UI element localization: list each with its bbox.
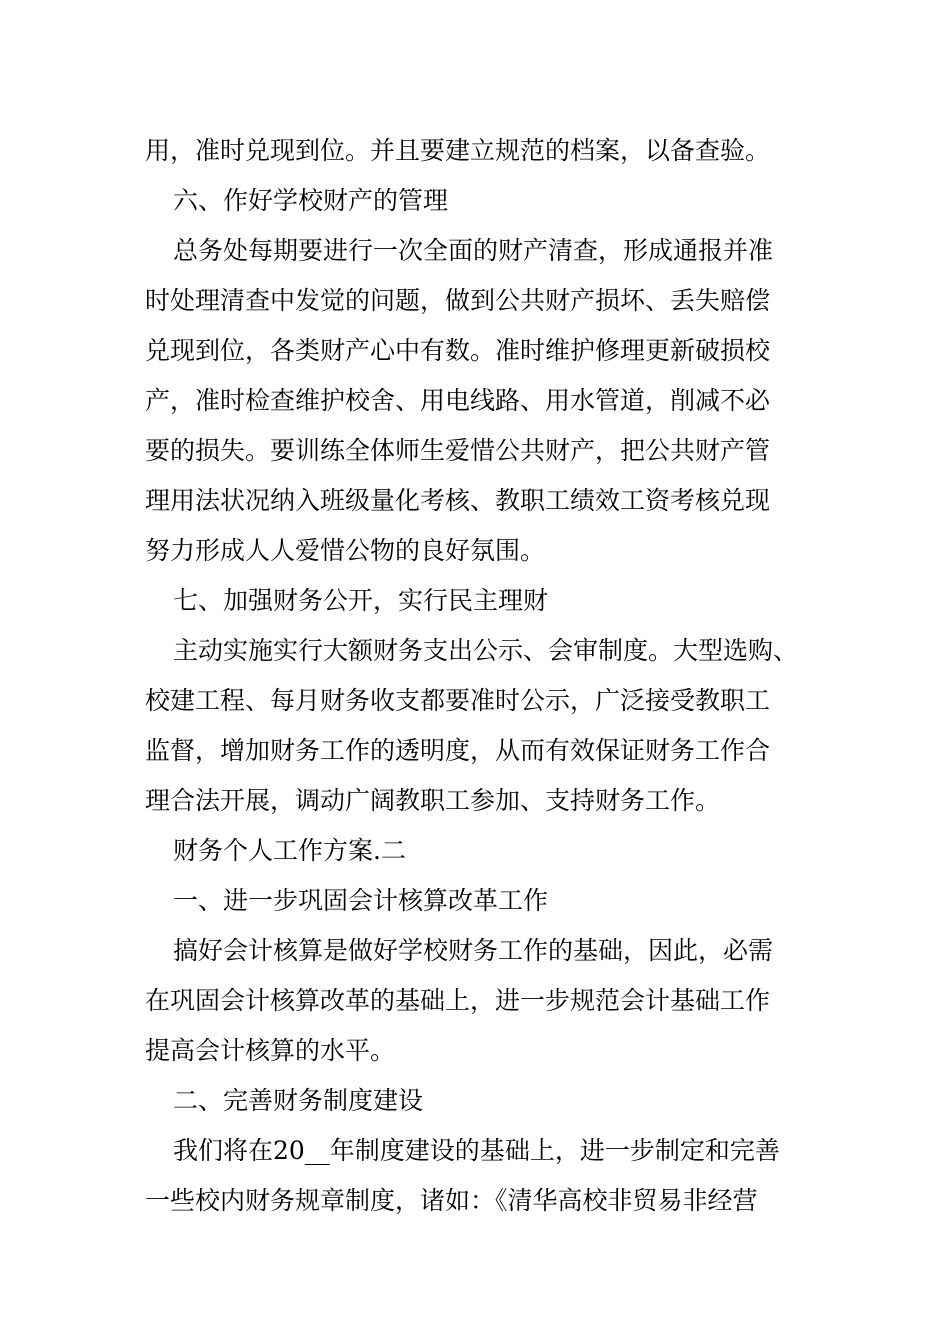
- section-heading: 一、进一步巩固会计核算改革工作: [173, 886, 549, 915]
- text-line: 用，准时兑现到位。并且要建立规范的档案，以备查验。: [145, 136, 771, 165]
- text-line: 要的损失。要训练全体师生爱惜公共财产，把公共财产管: [145, 436, 771, 465]
- text-line: 兑现到位，各类财产心中有数。准时维护修理更新破损校: [145, 336, 771, 365]
- document-subtitle: 财务个人工作方案.二: [173, 836, 406, 865]
- section-heading: 六、作好学校财产的管理: [173, 186, 449, 215]
- text-line: 努力形成人人爱惜公物的良好氛围。: [145, 536, 546, 565]
- text-line: 监督，增加财务工作的透明度，从而有效保证财务工作合: [145, 736, 771, 765]
- text-line: 主动实施实行大额财务支出公示、会审制度。大型选购、: [173, 636, 799, 665]
- text-line: 提高会计核算的水平。: [145, 1036, 396, 1065]
- text-line: 时处理清查中发觉的问题，做到公共财产损坏、丢失赔偿: [145, 286, 771, 315]
- text-line: 总务处每期要进行一次全面的财产清查，形成通报并准: [173, 236, 774, 265]
- text-line: 搞好会计核算是做好学校财务工作的基础，因此，必需: [173, 936, 774, 965]
- text-line: 理合法开展，调动广阔教职工参加、支持财务工作。: [145, 786, 721, 815]
- text-line: 产，准时检查维护校舍、用电线路、用水管道，削减不必: [145, 386, 771, 415]
- text-line: 我们将在20__年制度建设的基础上，进一步制定和完善: [173, 1136, 780, 1165]
- text-line: 一些校内财务规章制度，诸如：《清华高校非贸易非经营: [145, 1186, 758, 1215]
- text-line: 在巩固会计核算改革的基础上，进一步规范会计基础工作: [145, 986, 771, 1015]
- section-heading: 二、完善财务制度建设: [173, 1086, 424, 1115]
- text-line: 校建工程、每月财务收支都要准时公示，广泛接受教职工: [145, 686, 771, 715]
- text-line: 理用法状况纳入班级量化考核、教职工绩效工资考核兑现: [145, 486, 771, 515]
- section-heading: 七、加强财务公开，实行民主理财: [173, 586, 549, 615]
